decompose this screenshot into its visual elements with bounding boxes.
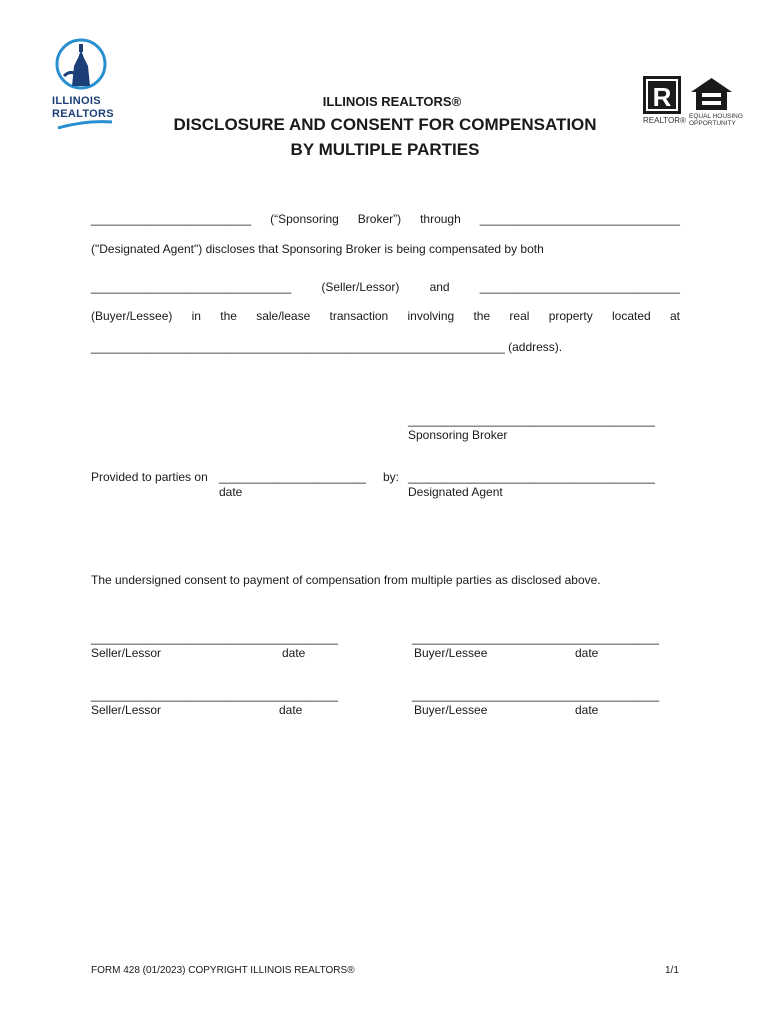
- realtor-label: REALTOR®: [643, 116, 686, 125]
- seller-date-label-2: date: [279, 703, 303, 717]
- buyer-date-label-2: date: [575, 703, 599, 717]
- para-row-2: ("Designated Agent") discloses that Sponsoring Broker is being compensated by both: [91, 242, 544, 256]
- para-word: transaction: [329, 309, 389, 323]
- provided-date-line[interactable]: ______________________: [219, 470, 366, 484]
- form-title-line1: DISCLOSURE AND CONSENT FOR COMPENSATION: [173, 115, 597, 134]
- para-word: located: [611, 309, 651, 323]
- buyer-signature-line-2[interactable]: _____________________________________: [412, 688, 659, 702]
- by-label: by:: [383, 470, 400, 484]
- para-word: property: [548, 309, 593, 323]
- seller-blank[interactable]: ______________________________: [91, 280, 292, 294]
- designated-agent-signature-line[interactable]: _____________________________________: [408, 470, 655, 484]
- seller-signature-line-2[interactable]: _____________________________________: [91, 688, 338, 702]
- buyer-label-1: Buyer/Lessee: [414, 646, 488, 660]
- eho-line1: EQUAL HOUSING: [689, 113, 743, 120]
- svg-text:R: R: [652, 82, 672, 112]
- buyer-date-label-1: date: [575, 646, 599, 660]
- logo-text-illinois: ILLINOIS: [52, 95, 101, 107]
- sponsoring-broker-signature-line[interactable]: _____________________________________: [408, 413, 655, 427]
- para-row-1: [91, 212, 680, 226]
- sponsoring-broker-blank[interactable]: ________________________: [91, 212, 252, 226]
- form-title-line2: BY MULTIPLE PARTIES: [290, 140, 480, 159]
- buyer-label-2: Buyer/Lessee: [414, 703, 488, 717]
- para-row-4: [91, 309, 680, 323]
- para-word: and: [429, 280, 450, 294]
- footer-form-info: FORM 428 (01/2023) COPYRIGHT ILLINOIS REALTORS®: [91, 965, 355, 976]
- address-line[interactable]: ______________________________________________________________ (address).: [91, 340, 563, 354]
- para-word: in: [191, 309, 201, 323]
- para-word: (Seller/Lessor): [321, 280, 400, 294]
- para-word: the: [220, 309, 237, 323]
- para-word: through: [420, 212, 461, 226]
- para-row-3: [91, 280, 680, 294]
- para-word: involving: [407, 309, 455, 323]
- org-header: ILLINOIS REALTORS®: [322, 94, 462, 109]
- page-number: 1/1: [665, 965, 679, 976]
- para-word: (“Sponsoring: [270, 212, 339, 226]
- sponsoring-broker-label: Sponsoring Broker: [408, 428, 508, 442]
- designated-agent-blank[interactable]: ______________________________: [479, 212, 680, 226]
- provided-label: Provided to parties on: [91, 470, 208, 484]
- para-word: the: [473, 309, 491, 323]
- seller-label-2: Seller/Lessor: [91, 703, 162, 717]
- seller-date-label-1: date: [282, 646, 306, 660]
- eho-line2: OPPORTUNITY: [689, 120, 736, 127]
- designated-agent-label: Designated Agent: [408, 485, 503, 499]
- seller-label-1: Seller/Lessor: [91, 646, 162, 660]
- consent-statement: The undersigned consent to payment of compensation from multiple parties as disclosed above.: [91, 573, 601, 587]
- para-word: sale/lease: [256, 309, 311, 323]
- buyer-signature-line-1[interactable]: _____________________________________: [412, 631, 659, 645]
- para-word: Broker”): [357, 212, 402, 226]
- para-word: real: [509, 309, 530, 323]
- provided-date-label: date: [219, 485, 243, 499]
- seller-signature-line-1[interactable]: _____________________________________: [91, 631, 338, 645]
- logo-text-realtors: REALTORS: [52, 108, 114, 120]
- buyer-blank[interactable]: ______________________________: [479, 280, 680, 294]
- para-word: at: [669, 309, 680, 323]
- para-word: (Buyer/Lessee): [91, 309, 173, 323]
